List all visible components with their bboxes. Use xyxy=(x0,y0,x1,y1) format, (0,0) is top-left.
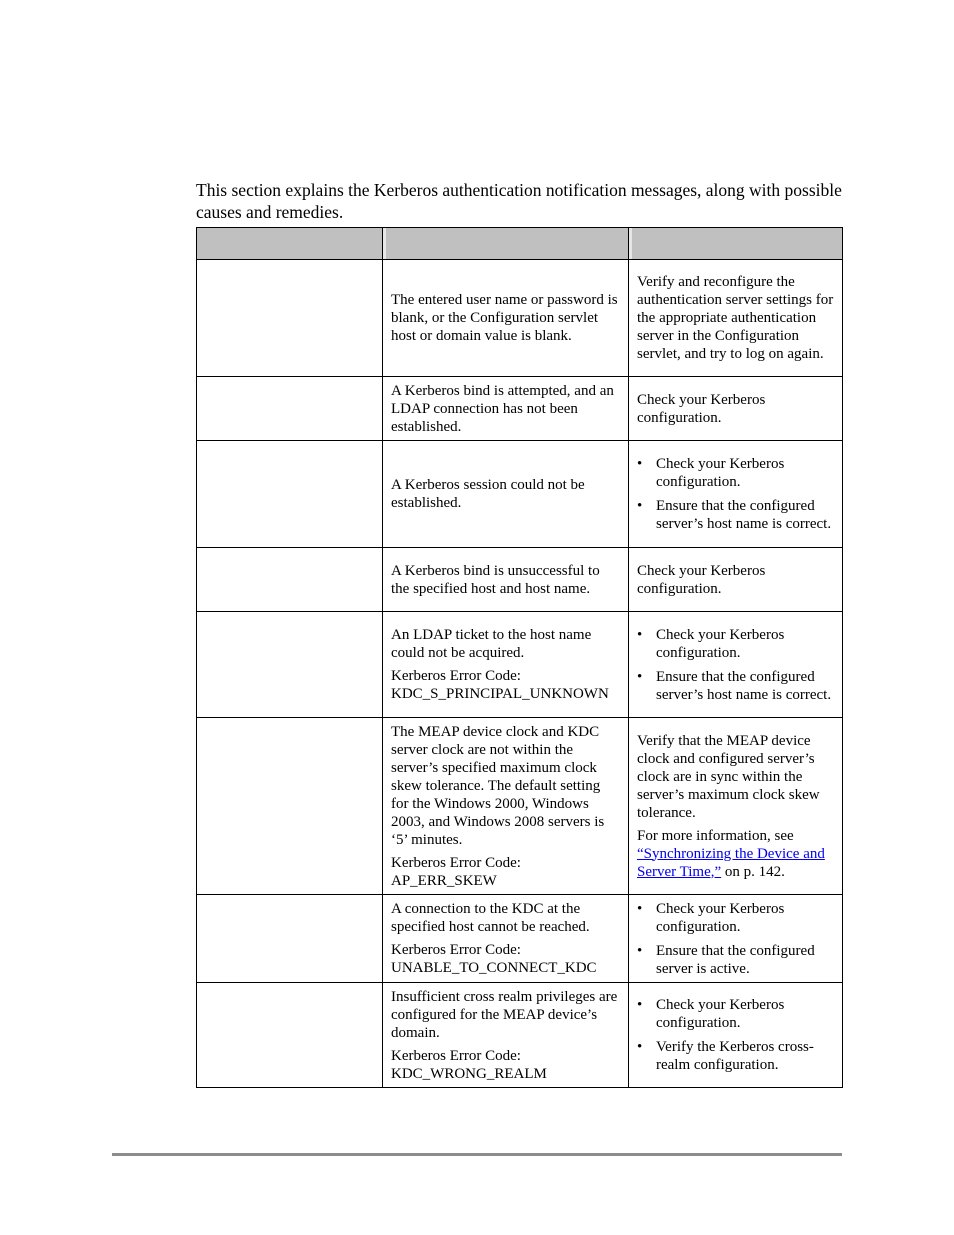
cause-cell xyxy=(383,612,629,718)
remedy-bullet: • Ensure that the configured server’s host name is correct. xyxy=(637,497,834,533)
remedy-cell xyxy=(629,548,843,612)
footer-divider xyxy=(112,1153,842,1156)
remedy-bullet: • Verify the Kerberos cross-realm configuration. xyxy=(637,1038,834,1074)
error-code-text: Kerberos Error Code: AP_ERR_SKEW xyxy=(391,854,521,889)
cause-cell xyxy=(383,548,629,612)
table-row xyxy=(197,612,843,718)
remedy-list xyxy=(637,996,834,1074)
cause-cell xyxy=(383,895,629,983)
cause-text: An LDAP ticket to the host name could not be acquired. xyxy=(391,627,592,661)
remedy-list xyxy=(637,900,834,978)
reference-prefix: For more information, see xyxy=(637,827,794,844)
remedy-text: Check your Kerberos configuration. xyxy=(637,562,766,597)
cause-text: A connection to the KDC at the specified host cannot be reached. xyxy=(391,901,590,935)
message-cell xyxy=(197,441,383,548)
remedy-list xyxy=(637,626,834,704)
cause-text: Insufficient cross realm privileges are configured for the MEAP device’s domain. xyxy=(391,988,618,1041)
message-cell xyxy=(197,612,383,718)
header-message xyxy=(197,228,383,260)
remedy-text: Check your Kerberos configuration. xyxy=(637,391,766,426)
remedy-bullet: • Ensure that the configured server is active. xyxy=(637,942,834,978)
header-cause xyxy=(383,228,629,260)
remedy-text: Verify that the MEAP device clock and configured server’s clock are in sync within the server’s maximum clock skew tolerance. xyxy=(637,732,820,821)
remedy-bullet: • Ensure that the configured server’s host name is correct. xyxy=(637,668,834,704)
table-row xyxy=(197,441,843,548)
cause-cell xyxy=(383,718,629,895)
remedy-text: Verify and reconfigure the authentication server settings for the appropriate authentication server in the Configuration servlet, and try to log on again. xyxy=(637,274,834,362)
cause-text: The entered user name or password is blank, or the Configuration servlet host or domain value is blank. xyxy=(391,292,618,344)
table-header-row xyxy=(197,228,843,260)
message-cell xyxy=(197,377,383,441)
message-cell xyxy=(197,718,383,895)
cause-cell xyxy=(383,983,629,1088)
cause-cell xyxy=(383,441,629,548)
cause-text: A Kerberos session could not be established. xyxy=(391,477,585,511)
message-cell xyxy=(197,895,383,983)
remedy-cell xyxy=(629,718,843,895)
cause-text: A Kerberos bind is attempted, and an LDAP connection has not been established. xyxy=(391,382,614,435)
error-code-text: Kerberos Error Code: KDC_S_PRINCIPAL_UNKNOWN xyxy=(391,668,609,702)
remedy-cell xyxy=(629,612,843,718)
table-row xyxy=(197,377,843,441)
remedy-cell xyxy=(629,377,843,441)
kerberos-messages-table xyxy=(196,227,843,1088)
cause-text: The MEAP device clock and KDC server clock are not within the server’s specified maximum clock skew tolerance. The default setting for the Windows 2000, Windows 2003, and Windows 2008 servers is ‘5’ minutes. xyxy=(391,723,605,848)
message-cell xyxy=(197,260,383,377)
error-code-text: Kerberos Error Code: KDC_WRONG_REALM xyxy=(391,1047,547,1082)
reference-suffix: on p. 142. xyxy=(721,863,785,880)
remedy-cell xyxy=(629,441,843,548)
cause-cell xyxy=(383,260,629,377)
remedy-list xyxy=(637,455,834,533)
message-cell xyxy=(197,548,383,612)
cause-cell xyxy=(383,377,629,441)
remedy-bullet: • Check your Kerberos configuration. xyxy=(637,626,834,662)
error-code-text: Kerberos Error Code: UNABLE_TO_CONNECT_KDC xyxy=(391,942,597,976)
cause-text: A Kerberos bind is unsuccessful to the specified host and host name. xyxy=(391,562,600,597)
sync-device-server-time-link[interactable]: “Synchronizing the Device and Server Time,” xyxy=(637,845,825,880)
message-cell xyxy=(197,983,383,1088)
table-row xyxy=(197,718,843,895)
remedy-bullet: • Check your Kerberos configuration. xyxy=(637,455,834,491)
remedy-cell xyxy=(629,260,843,377)
table-row xyxy=(197,895,843,983)
remedy-bullet: • Check your Kerberos configuration. xyxy=(637,900,834,936)
header-remedy xyxy=(629,228,843,260)
remedy-cell xyxy=(629,983,843,1088)
remedy-reference xyxy=(637,827,834,881)
table-row xyxy=(197,260,843,377)
table-row xyxy=(197,548,843,612)
remedy-bullet: • Check your Kerberos configuration. xyxy=(637,996,834,1032)
remedy-cell xyxy=(629,895,843,983)
intro-paragraph: This section explains the Kerberos authentication notification messages, along with possible causes and remedies. xyxy=(196,179,842,222)
table-row xyxy=(197,983,843,1088)
